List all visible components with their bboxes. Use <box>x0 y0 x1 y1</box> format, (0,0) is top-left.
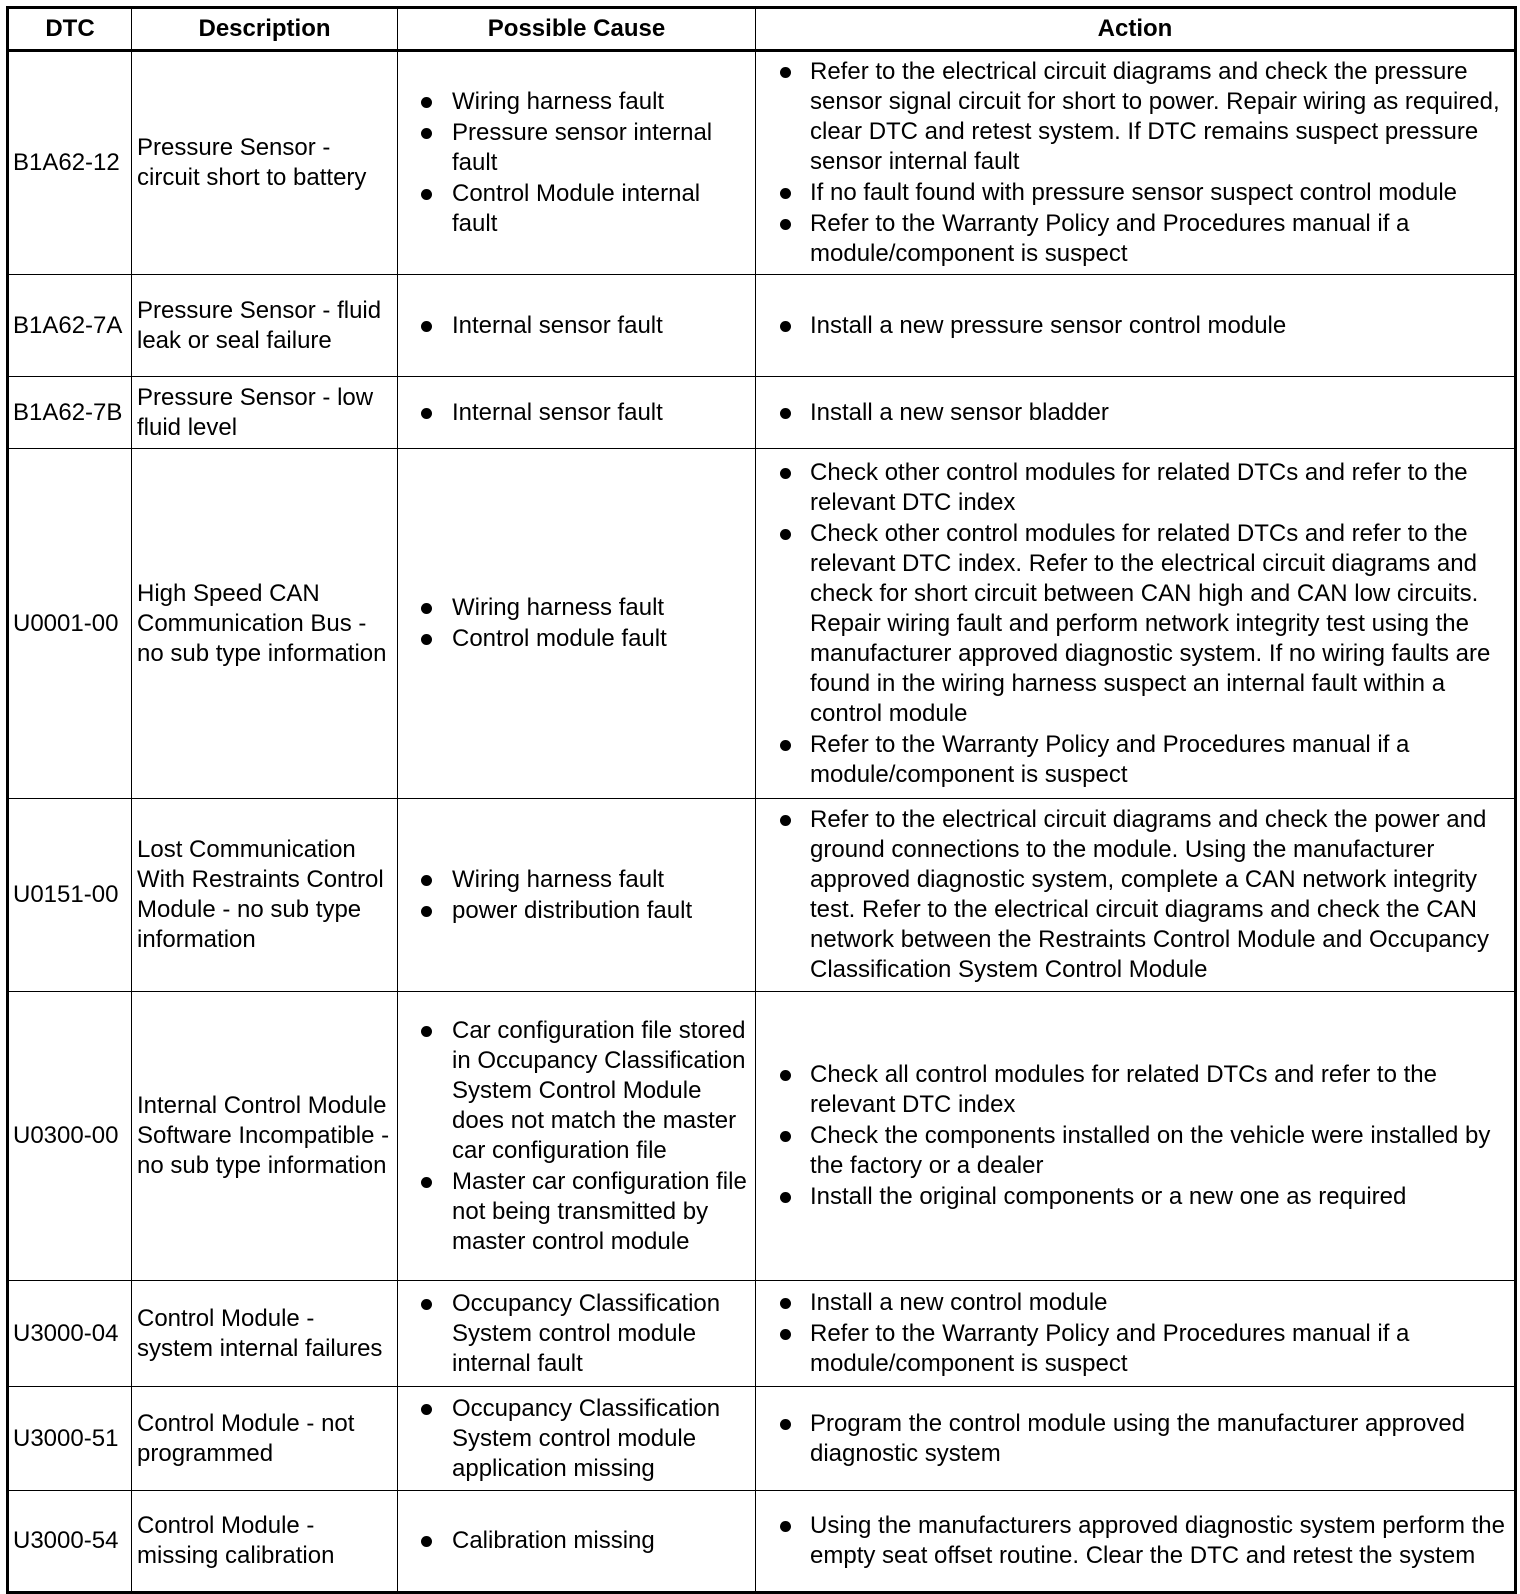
bullet-icon <box>780 1329 791 1340</box>
cause-cell <box>398 1281 756 1387</box>
action-item <box>756 519 1508 729</box>
dtc-description: Internal Control Module Software Incompatible - no sub type information <box>132 992 398 1281</box>
header-row <box>8 8 1516 51</box>
dtc-code: U3000-04 <box>8 1281 132 1387</box>
action-text: Using the manufacturers approved diagnostic system perform the empty seat offset routine. Clear the DTC and retest the system <box>810 1512 1506 1569</box>
bullet-icon <box>780 1192 791 1203</box>
action-item <box>756 1319 1508 1379</box>
table-row <box>8 377 1516 449</box>
action-item <box>756 57 1508 177</box>
action-text: Install the original components or a new one as required <box>810 1183 1407 1210</box>
cause-item <box>398 1167 749 1257</box>
cause-item <box>398 311 749 341</box>
action-item <box>756 1121 1508 1181</box>
cause-cell <box>398 51 756 275</box>
cause-list <box>398 1289 749 1379</box>
action-item <box>756 730 1508 790</box>
bullet-icon <box>421 1026 432 1037</box>
bullet-icon <box>421 321 432 332</box>
action-list <box>756 398 1508 428</box>
table-header <box>8 8 1516 51</box>
action-cell <box>756 51 1516 275</box>
action-text: Install a new pressure sensor control module <box>810 311 1287 339</box>
action-item <box>756 398 1508 428</box>
cause-cell <box>398 449 756 799</box>
dtc-description: Pressure Sensor - circuit short to battery <box>132 51 398 275</box>
dtc-code: U3000-51 <box>8 1387 132 1491</box>
cause-text: Calibration missing <box>452 1527 655 1554</box>
table-row <box>8 1281 1516 1387</box>
bullet-icon <box>421 603 432 614</box>
cause-item <box>398 593 749 623</box>
cause-item <box>398 1394 749 1484</box>
cause-cell <box>398 377 756 449</box>
action-list <box>756 57 1508 269</box>
cause-item <box>398 624 749 654</box>
cause-list <box>398 593 749 654</box>
action-cell <box>756 1491 1516 1593</box>
cause-text: Internal sensor fault <box>452 311 663 339</box>
bullet-icon <box>780 529 791 540</box>
cause-list <box>398 311 749 341</box>
action-cell <box>756 1281 1516 1387</box>
bullet-icon <box>780 67 791 78</box>
action-cell <box>756 992 1516 1281</box>
action-item <box>756 805 1508 985</box>
action-text: Refer to the Warranty Policy and Procedures manual if a module/component is suspect <box>810 1320 1410 1377</box>
bullet-icon <box>421 189 432 200</box>
cause-list <box>398 865 749 926</box>
dtc-code: U0001-00 <box>8 449 132 799</box>
header-action: Action <box>756 8 1516 51</box>
header-possible-cause: Possible Cause <box>398 8 756 51</box>
action-item <box>756 178 1508 208</box>
dtc-description: Lost Communication With Restraints Control Module - no sub type information <box>132 799 398 992</box>
action-text: Refer to the electrical circuit diagrams and check the power and ground connections to the module. Using the manufacturer approved diagnostic system, complete a CAN network integrity test. Refer to the electrical circuit diagrams and check the CAN network between the Restraints Control Module and Occupancy Classification System Control Module <box>810 806 1490 983</box>
bullet-icon <box>780 408 791 419</box>
dtc-code: U0151-00 <box>8 799 132 992</box>
bullet-icon <box>421 1177 432 1188</box>
cause-item <box>398 865 749 895</box>
action-text: Check all control modules for related DTCs and refer to the relevant DTC index <box>810 1061 1437 1118</box>
action-text: Refer to the Warranty Policy and Procedures manual if a module/component is suspect <box>810 210 1410 267</box>
bullet-icon <box>780 1419 791 1430</box>
table-row <box>8 1387 1516 1491</box>
action-list <box>756 311 1508 341</box>
bullet-icon <box>780 1298 791 1309</box>
action-text: Refer to the Warranty Policy and Procedures manual if a module/component is suspect <box>810 730 1410 788</box>
cause-text: Wiring harness fault <box>452 594 665 621</box>
header-description: Description <box>132 8 398 51</box>
table-row <box>8 799 1516 992</box>
dtc-code: U0300-00 <box>8 992 132 1281</box>
dtc-description: Pressure Sensor - fluid leak or seal failure <box>132 275 398 377</box>
action-cell <box>756 275 1516 377</box>
bullet-icon <box>780 1521 791 1532</box>
action-text: Install a new sensor bladder <box>810 398 1109 426</box>
cause-item <box>398 1526 749 1556</box>
cause-list <box>398 87 749 239</box>
bullet-icon <box>780 188 791 199</box>
cause-text: Occupancy Classification System control module internal fault <box>452 1289 721 1377</box>
bullet-icon <box>421 634 432 645</box>
action-list <box>756 458 1508 790</box>
action-item <box>756 1288 1508 1318</box>
header-dtc: DTC <box>8 8 132 51</box>
cause-item <box>398 179 749 239</box>
bullet-icon <box>780 219 791 230</box>
action-item <box>756 1182 1508 1212</box>
action-cell <box>756 377 1516 449</box>
action-cell <box>756 799 1516 992</box>
bullet-icon <box>421 875 432 886</box>
dtc-code: B1A62-12 <box>8 51 132 275</box>
action-list <box>756 1409 1508 1469</box>
table-body <box>8 51 1516 1593</box>
dtc-code: B1A62-7A <box>8 275 132 377</box>
action-item <box>756 1060 1508 1120</box>
table-row <box>8 275 1516 377</box>
cause-item <box>398 1016 749 1166</box>
cause-cell <box>398 799 756 992</box>
bullet-icon <box>780 1070 791 1081</box>
action-text: If no fault found with pressure sensor suspect control module <box>810 179 1458 206</box>
dtc-description: Control Module - not programmed <box>132 1387 398 1491</box>
bullet-icon <box>421 906 432 917</box>
cause-text: Wiring harness fault <box>452 88 665 115</box>
dtc-description: Pressure Sensor - low fluid level <box>132 377 398 449</box>
action-text: Check other control modules for related DTCs and refer to the relevant DTC index. Refer to the electrical circuit diagrams and check for short circuit between CAN high and CAN low circuits. Repair wiring fault and perform network integrity test using the manufacturer approved diagnostic system. If no wiring faults are found in the wiring harness suspect an internal fault within a control module <box>810 519 1491 727</box>
bullet-icon <box>780 740 791 751</box>
cause-list <box>398 1526 749 1556</box>
cause-text: Internal sensor fault <box>452 398 663 426</box>
cause-text: power distribution fault <box>452 896 693 924</box>
bullet-icon <box>421 1299 432 1310</box>
bullet-icon <box>421 128 432 139</box>
action-item <box>756 1511 1508 1571</box>
cause-cell <box>398 1387 756 1491</box>
cause-text: Wiring harness fault <box>452 865 665 893</box>
cause-item <box>398 398 749 428</box>
cause-cell <box>398 992 756 1281</box>
action-list <box>756 1060 1508 1212</box>
table-row <box>8 51 1516 275</box>
cause-list <box>398 1394 749 1484</box>
cause-list <box>398 398 749 428</box>
cause-list <box>398 1016 749 1257</box>
dtc-description: High Speed CAN Communication Bus - no sub type information <box>132 449 398 799</box>
dtc-description: Control Module - system internal failures <box>132 1281 398 1387</box>
cause-cell <box>398 1491 756 1593</box>
cause-text: Car configuration file stored in Occupancy Classification System Control Module does not match the master car configuration file <box>452 1016 746 1164</box>
action-text: Check other control modules for related DTCs and refer to the relevant DTC index <box>810 458 1468 516</box>
bullet-icon <box>421 408 432 419</box>
action-item <box>756 311 1508 341</box>
action-text: Install a new control module <box>810 1289 1108 1316</box>
table-row <box>8 1491 1516 1593</box>
cause-text: Occupancy Classification System control module application missing <box>452 1394 721 1482</box>
action-item <box>756 458 1508 518</box>
action-text: Program the control module using the manufacturer approved diagnostic system <box>810 1409 1466 1467</box>
table-row <box>8 992 1516 1281</box>
cause-item <box>398 118 749 178</box>
action-item <box>756 209 1508 269</box>
cause-cell <box>398 275 756 377</box>
action-text: Refer to the electrical circuit diagrams and check the pressure sensor signal circuit for short to power. Repair wiring as required, clear DTC and retest system. If DTC remains suspect pressure sensor internal fault <box>810 58 1500 175</box>
bullet-icon <box>780 1131 791 1142</box>
cause-text: Pressure sensor internal fault <box>452 119 713 176</box>
cause-text: Control module fault <box>452 625 667 652</box>
bullet-icon <box>780 815 791 826</box>
cause-item <box>398 87 749 117</box>
dtc-code: B1A62-7B <box>8 377 132 449</box>
table-row <box>8 449 1516 799</box>
cause-item <box>398 896 749 926</box>
bullet-icon <box>780 321 791 332</box>
action-list <box>756 805 1508 985</box>
action-cell <box>756 1387 1516 1491</box>
cause-text: Master car configuration file not being transmitted by master control module <box>452 1167 747 1255</box>
cause-item <box>398 1289 749 1379</box>
bullet-icon <box>421 1536 432 1547</box>
action-list <box>756 1288 1508 1379</box>
cause-text: Control Module internal fault <box>452 180 701 237</box>
bullet-icon <box>780 468 791 479</box>
bullet-icon <box>421 1404 432 1415</box>
action-list <box>756 1511 1508 1571</box>
action-text: Check the components installed on the vehicle were installed by the factory or a dealer <box>810 1122 1491 1179</box>
dtc-description: Control Module - missing calibration <box>132 1491 398 1593</box>
bullet-icon <box>421 97 432 108</box>
action-cell <box>756 449 1516 799</box>
dtc-code: U3000-54 <box>8 1491 132 1593</box>
dtc-table <box>6 6 1517 1594</box>
action-item <box>756 1409 1508 1469</box>
